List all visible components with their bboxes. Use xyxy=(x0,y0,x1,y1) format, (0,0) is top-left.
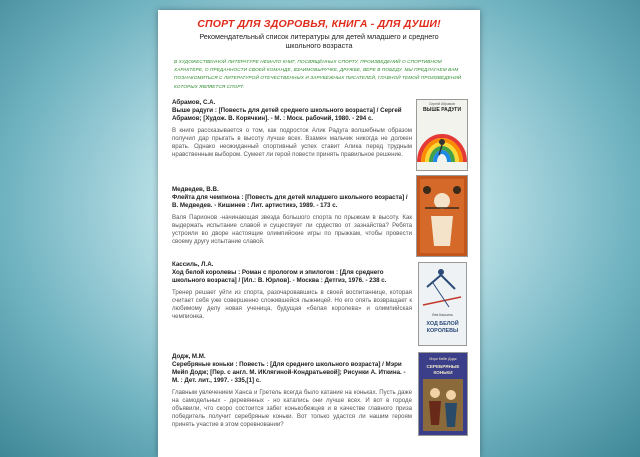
skaters-illustration xyxy=(419,353,467,435)
cover-title: ВЫШЕ РАДУГИ xyxy=(422,107,462,113)
page-subtitle: Рекомендательный список литературы для детей младшего и среднего школьного возраста xyxy=(199,32,439,50)
cover-author: Сергей Абрамов xyxy=(428,102,456,106)
book-entry xyxy=(172,186,412,246)
book-description: Валя Парионов -начинающая звезда большого спорта по прыжкам в высоту. Как выдержать испытание славой и существует ли срдество от зазнайства? Ребята устроили во дворе настоящие олимпийские игры по прыжкам, чтобы провести своему другу испытание славой. xyxy=(172,214,412,245)
book-cover-image xyxy=(416,99,468,171)
book-biblio: Флейта для чемпиона : [Повесть для детей младшего школьного возраста] / В. Медведев. - Кишинев : Лит. артистикэ, 1989. - 173 с. xyxy=(172,194,408,209)
page-title: СПОРТ ДЛЯ ЗДОРОВЬЯ, КНИГА - ДЛЯ ДУШИ! xyxy=(197,18,441,30)
book-author: Кассиль, Л.А. xyxy=(172,261,214,268)
book-entry xyxy=(172,353,412,429)
book-biblio: Ход белой королевы : Роман с прологом и эпилогом : [Для среднего школьного возраста] / [Ил.: В. Юрлов]. - Москва : Детгиз, 1976. - 238 с. xyxy=(172,269,387,284)
book-description: Тренер решает уйти из спорта, разочаровавшись в своей воспитаннице, которая считает себя уже совершенно сложившейся лыжницей. Но его опять возвращает к любимому делу новая ученица, будущая «белая королева» и олимпийская чемпионка. xyxy=(172,289,412,320)
book-author: Медведев, В.В. xyxy=(172,186,219,193)
cover-title: СЕРЕБРЯНЫЕ КОНЬКИ xyxy=(426,364,460,375)
book-author: Абрамов, С.А. xyxy=(172,99,216,106)
document-page xyxy=(158,10,480,457)
book-entry xyxy=(172,261,412,321)
flute-illustration xyxy=(417,176,467,256)
book-biblio: Выше радуги : [Повесть для детей среднего школьного возраста] / Сергей Абрамов; [Худож. В. Корячкин]. - М. : Моск. рабочий, 1980. - 294 с. xyxy=(172,107,402,122)
book-biblio: Серебряные коньки : Повесть : [Для среднего школьного возраста] / Мэри Мейп Додж; [Пер. с англ. М. ИКлягиной-Кондратьевой]; Рисунки А. Иткина. - М. : Дет. лит., 1997. - 335,[1] с. xyxy=(172,361,406,384)
book-cover-image xyxy=(418,262,467,346)
rainbow-illustration xyxy=(417,100,467,170)
book-entry xyxy=(172,99,412,159)
intro-text: В ХУДОЖЕСТВЕННОЙ ЛИТЕРАТУРЕ НЕМАЛО КНИГ, ПОСВЯЩЁННЫХ СПОРТУ, ПРОИЗВЕДЕНИЙ О СПОРТИВНОМ ХАРАКТЕРЕ, О ПРЕДАННОСТИ СВОЕЙ КОМАНДЕ, ВЗАИМОВЫРУЧКЕ, ДРУЖБЕ, ВЕРЕ В ПОБЕДУ. МЫ ПРЕДЛАГАЕМ ВАМ ПОЗНАКОМИТЬСЯ С ЛИТЕРАТУРОЙ ОТЕЧЕСТВЕННЫХ И ЗАРУБЕЖНЫХ ПИСАТЕЛЕЙ, ГЛАВНОЙ ТЕМОЙ ПРОИЗВЕДЕНИЙ КОТОРЫХ ЯВЛЯЕТСЯ СПОРТ. xyxy=(174,59,462,89)
book-description: Главным увлечением Ханса и Гретель всегда было катание на коньках. Пусть даже на самодельных - деревянных - но катались они лучше всех. И вот в городе объявили, что скоро состоится забег конькобежцев и в качестве главного приза победитель получит серебряные коньки. Вот только удастся ли нашим героям принять участие в этом соревновании? xyxy=(172,389,412,428)
cover-author: Мэри Мейп Додж xyxy=(429,357,457,361)
book-description: В книге рассказывается о том, как подросток Алик Радуга волшебным образом получил дар прыгать в высоту лучше всех. Взамен мальчик никогда не должен врать. Однако неожиданный спортивный успех ставит Алика перед трудным нравственным выбором. Сумеет ли герой повести принять правильное решение. xyxy=(172,127,412,158)
cover-title: ХОД БЕЛОЙ КОРОЛЕВЫ xyxy=(426,321,459,334)
book-author: Додж, М.М. xyxy=(172,353,206,360)
cover-author: Лев Кассиль xyxy=(432,313,453,317)
book-cover-image xyxy=(418,352,468,436)
book-cover-image xyxy=(416,175,468,257)
